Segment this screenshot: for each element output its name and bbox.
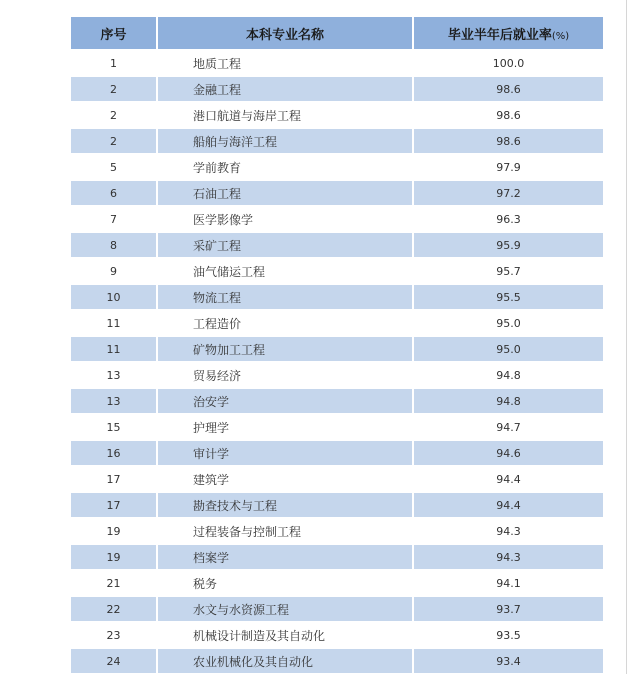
rank-cell: 10 [71, 284, 157, 310]
table-row [71, 414, 603, 440]
employment-rate-cell: 94.1 [413, 570, 603, 596]
employment-rate-cell: 95.7 [413, 258, 603, 284]
table-row [71, 518, 603, 544]
rank-cell: 7 [71, 206, 157, 232]
page-edge-divider [626, 0, 627, 674]
major-name-cell: 石油工程 [157, 180, 413, 206]
table-row [71, 76, 603, 102]
rank-cell: 22 [71, 596, 157, 622]
rank-cell: 13 [71, 388, 157, 414]
major-name-cell: 地质工程 [157, 50, 413, 76]
table-row [71, 388, 603, 414]
employment-rate-cell: 95.0 [413, 310, 603, 336]
major-name-cell: 采矿工程 [157, 232, 413, 258]
employment-rate-cell: 100.0 [413, 50, 603, 76]
column-header-employment-rate [413, 17, 603, 50]
table-row [71, 544, 603, 570]
employment-rate-cell: 95.5 [413, 284, 603, 310]
table-row [71, 258, 603, 284]
table-row [71, 128, 603, 154]
employment-rate-cell: 98.6 [413, 102, 603, 128]
table-row [71, 440, 603, 466]
major-name-cell: 档案学 [157, 544, 413, 570]
rank-cell: 6 [71, 180, 157, 206]
column-header-major-name [157, 17, 413, 50]
table-row [71, 154, 603, 180]
employment-rate-cell: 94.6 [413, 440, 603, 466]
major-name-cell: 金融工程 [157, 76, 413, 102]
column-header-major-name-label: 本科专业名称 [245, 27, 324, 43]
rank-cell: 8 [71, 232, 157, 258]
employment-rate-cell: 94.8 [413, 388, 603, 414]
rank-cell: 2 [71, 128, 157, 154]
rank-cell: 11 [71, 310, 157, 336]
table-row [71, 362, 603, 388]
table-row [71, 180, 603, 206]
major-name-cell: 治安学 [157, 388, 413, 414]
major-name-cell: 工程造价 [157, 310, 413, 336]
table-row [71, 492, 603, 518]
rank-cell: 16 [71, 440, 157, 466]
employment-rate-cell: 94.7 [413, 414, 603, 440]
employment-rate-cell: 93.4 [413, 648, 603, 674]
rank-cell: 21 [71, 570, 157, 596]
rank-cell: 11 [71, 336, 157, 362]
rank-cell: 2 [71, 76, 157, 102]
major-name-cell: 贸易经济 [157, 362, 413, 388]
major-name-cell: 勘查技术与工程 [157, 492, 413, 518]
table-row [71, 102, 603, 128]
rank-cell: 17 [71, 492, 157, 518]
major-name-cell: 过程装备与控制工程 [157, 518, 413, 544]
major-name-cell: 税务 [157, 570, 413, 596]
employment-rate-cell: 97.9 [413, 154, 603, 180]
employment-rate-cell: 94.3 [413, 544, 603, 570]
major-name-cell: 船舶与海洋工程 [157, 128, 413, 154]
table-row [71, 622, 603, 648]
table-row [71, 596, 603, 622]
employment-rate-cell: 98.6 [413, 128, 603, 154]
rank-cell: 9 [71, 258, 157, 284]
major-name-cell: 机械设计制造及其自动化 [157, 622, 413, 648]
rank-cell: 15 [71, 414, 157, 440]
employment-rate-cell: 95.9 [413, 232, 603, 258]
rank-cell: 5 [71, 154, 157, 180]
major-name-cell: 港口航道与海岸工程 [157, 102, 413, 128]
rank-cell: 1 [71, 50, 157, 76]
column-header-employment-rate-unit: (%) [551, 30, 570, 42]
rank-cell: 23 [71, 622, 157, 648]
table-row [71, 206, 603, 232]
column-header-rank-label: 序号 [100, 27, 127, 43]
column-header-rank [71, 17, 157, 50]
table-row [71, 284, 603, 310]
major-name-cell: 建筑学 [157, 466, 413, 492]
major-name-cell: 物流工程 [157, 284, 413, 310]
rank-cell: 24 [71, 648, 157, 674]
table-row [71, 310, 603, 336]
rank-cell: 2 [71, 102, 157, 128]
rank-cell: 17 [71, 466, 157, 492]
table-row [71, 232, 603, 258]
employment-rate-cell: 98.6 [413, 76, 603, 102]
major-name-cell: 学前教育 [157, 154, 413, 180]
employment-rate-cell: 94.8 [413, 362, 603, 388]
table-row [71, 336, 603, 362]
major-name-cell: 油气储运工程 [157, 258, 413, 284]
employment-rate-cell: 97.2 [413, 180, 603, 206]
employment-rate-cell: 93.7 [413, 596, 603, 622]
major-employment-table [71, 17, 603, 675]
column-header-employment-rate-label: 毕业半年后就业率 [447, 27, 552, 43]
employment-rate-cell: 94.4 [413, 466, 603, 492]
rank-cell: 19 [71, 518, 157, 544]
major-name-cell: 农业机械化及其自动化 [157, 648, 413, 674]
table-row [71, 570, 603, 596]
rank-cell: 13 [71, 362, 157, 388]
table-row [71, 50, 603, 76]
major-name-cell: 医学影像学 [157, 206, 413, 232]
employment-rate-cell: 94.3 [413, 518, 603, 544]
table-row [71, 648, 603, 674]
employment-rate-cell: 95.0 [413, 336, 603, 362]
major-name-cell: 审计学 [157, 440, 413, 466]
rank-cell: 19 [71, 544, 157, 570]
employment-rate-cell: 93.5 [413, 622, 603, 648]
employment-rate-cell: 96.3 [413, 206, 603, 232]
table-header-row [71, 17, 603, 50]
major-name-cell: 矿物加工工程 [157, 336, 413, 362]
table-body [71, 50, 603, 674]
employment-rate-cell: 94.4 [413, 492, 603, 518]
major-name-cell: 水文与水资源工程 [157, 596, 413, 622]
table-row [71, 466, 603, 492]
major-name-cell: 护理学 [157, 414, 413, 440]
